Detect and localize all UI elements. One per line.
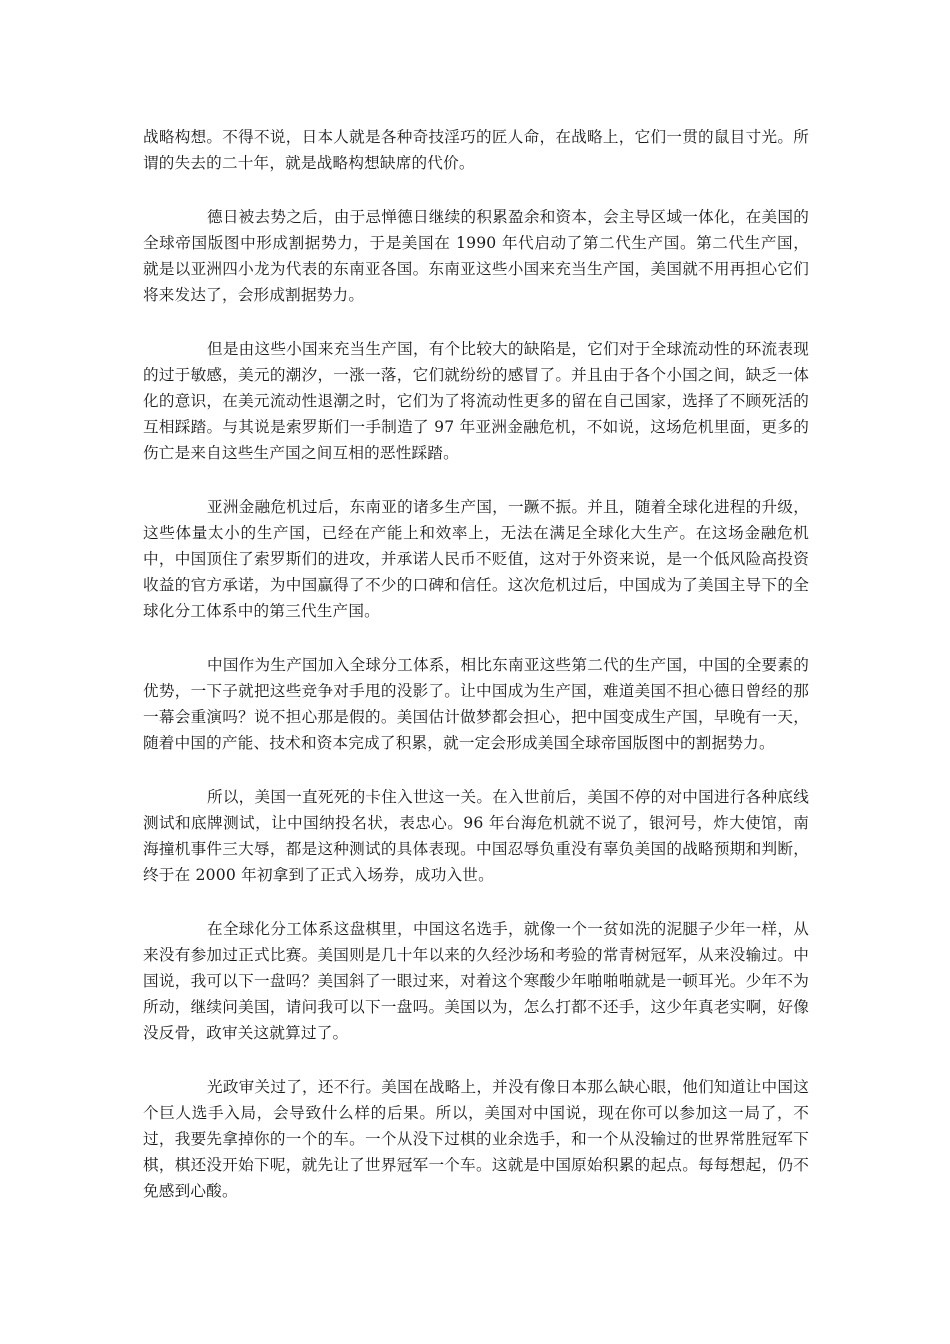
paragraph-6: 所以，美国一直死死的卡住入世这一关。在入世前后，美国不停的对中国进行各种底线测试和底牌测试，让中国纳投名状，表忠心。96 年台海危机就不说了，银河号，炸大使馆，南海撞机事件三大辱，都是这种测试的具体表现。中国忍辱负重没有辜负美国的战略预期和判断，终于在 2000 年初拿到了正式入场券，成功入世。 xyxy=(143,788,809,884)
paragraph-1: 战略构想。不得不说，日本人就是各种奇技淫巧的匠人命，在战略上，它们一贯的鼠目寸光。所谓的失去的二十年，就是战略构想缺席的代价。 xyxy=(143,128,809,172)
paragraph-3: 但是由这些小国来充当生产国，有个比较大的缺陷是，它们对于全球流动性的环流表现的过于敏感，美元的潮汐，一涨一落，它们就纷纷的感冒了。并且由于各个小国之间，缺乏一体化的意识，在美元流动性退潮之时，它们为了将流动性更多的留在自己国家，选择了不顾死活的互相踩踏。与其说是索罗斯们一手制造了 97 年亚洲金融危机，不如说，这场危机里面，更多的伤亡是来自这些生产国之间互相的恶性踩踏。 xyxy=(143,340,809,462)
paragraph-8: 光政审关过了，还不行。美国在战略上，并没有像日本那么缺心眼，他们知道让中国这个巨人选手入局，会导致什么样的后果。所以，美国对中国说，现在你可以参加这一局了，不过，我要先拿掉你的一个的车。一个从没下过棋的业余选手，和一个从没输过的世界常胜冠军下棋，棋还没开始下呢，就先让了世界冠军一个车。这就是中国原始积累的起点。每每想起，仍不免感到心酸。 xyxy=(143,1078,809,1200)
paragraph-2: 德日被去势之后，由于忌惮德日继续的积累盈余和资本，会主导区域一体化，在美国的全球帝国版图中形成割据势力，于是美国在 1990 年代启动了第二代生产国。第二代生产国，就是以亚洲四小龙为代表的东南亚各国。东南亚这些小国来充当生产国，美国就不用再担心它们将来发达了，会形成割据势力。 xyxy=(143,208,809,304)
paragraph-7: 在全球化分工体系这盘棋里，中国这名选手，就像一个一贫如洗的泥腿子少年一样，从来没有参加过正式比赛。美国则是几十年以来的久经沙场和考验的常青树冠军，从来没输过。中国说，我可以下一盘吗？美国斜了一眼过来，对着这个寒酸少年啪啪啪就是一顿耳光。少年不为所动，继续问美国，请问我可以下一盘吗。美国以为，怎么打都不还手，这少年真老实啊，好像没反骨，政审关这就算过了。 xyxy=(143,920,809,1042)
paragraph-5: 中国作为生产国加入全球分工体系，相比东南亚这些第二代的生产国，中国的全要素的优势，一下子就把这些竞争对手甩的没影了。让中国成为生产国，难道美国不担心德日曾经的那一幕会重演吗？说不担心那是假的。美国估计做梦都会担心，把中国变成生产国，早晚有一天，随着中国的产能、技术和资本完成了积累，就一定会形成美国全球帝国版图中的割据势力。 xyxy=(143,656,809,752)
paragraph-4: 亚洲金融危机过后，东南亚的诸多生产国，一蹶不振。并且，随着全球化进程的升级，这些体量太小的生产国，已经在产能上和效率上，无法在满足全球化大生产。在这场金融危机中，中国顶住了索罗斯们的进攻，并承诺人民币不贬值，这对于外资来说，是一个低风险高投资收益的官方承诺，为中国赢得了不少的口碑和信任。这次危机过后，中国成为了美国主导下的全球化分工体系中的第三代生产国。 xyxy=(143,498,809,620)
document-body xyxy=(143,124,809,1232)
